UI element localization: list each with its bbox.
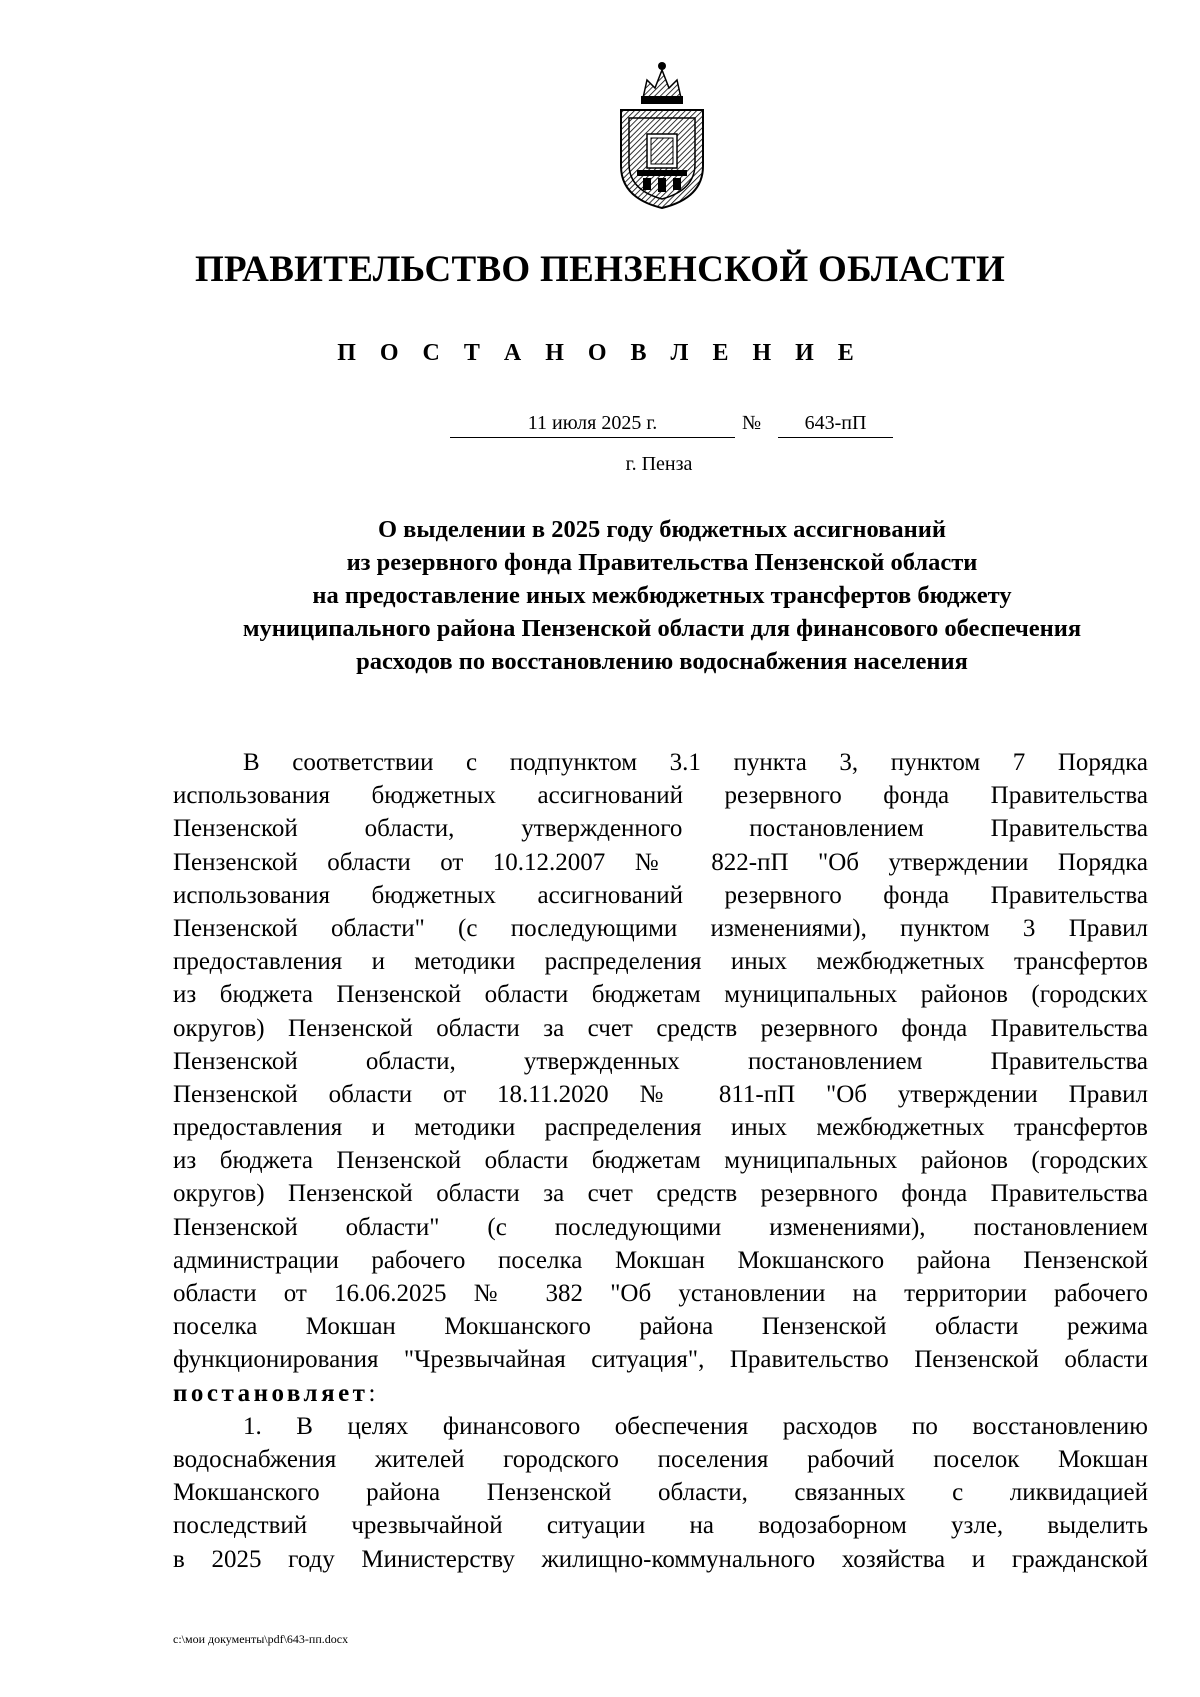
body-line: из бюджета Пензенской области бюджетам муниципальных районов (городских <box>173 1147 1148 1175</box>
body-line: 1. В целях финансового обеспечения расходов по восстановлению <box>243 1412 1148 1440</box>
footer-file-path: c:\мои документы\pdf\643-пп.docx <box>173 1632 349 1646</box>
body-line: Пензенской области, утвержденного постановлением Правительства <box>173 815 1148 843</box>
body-line: Мокшанского района Пензенской области, связанных с ликвидацией <box>173 1479 1148 1507</box>
body-line: области от 16.06.2025 № 382 "Об установлении на территории рабочего <box>173 1280 1148 1307</box>
body-line: округов) Пензенской области за счет средств резервного фонда Правительства <box>173 1014 1148 1042</box>
document-number: 643-пП <box>778 412 893 438</box>
document-subject <box>170 513 1154 678</box>
subject-line: расходов по восстановлению водоснабжения населения <box>356 648 968 675</box>
body-line: Пензенской области" (с последующими изменениями), постановлением <box>173 1213 1148 1241</box>
resolve-line <box>173 1377 1148 1410</box>
subject-line: муниципального района Пензенской области для финансового обеспечения <box>242 615 1082 642</box>
body-line: предоставления и методики распределения иных межбюджетных трансфертов <box>173 948 1148 976</box>
government-name: ПРАВИТЕЛЬСТВО ПЕНЗЕНСКОЙ ОБЛАСТИ <box>194 249 1006 290</box>
body-line: администрации рабочего поселка Мокшан Мокшанского района Пензенской <box>173 1246 1148 1274</box>
body-line: В соответствии с подпунктом 3.1 пункта 3, пунктом 7 Порядка <box>243 749 1148 776</box>
body-line: использования бюджетных ассигнований резервного фонда Правительства <box>173 881 1148 909</box>
document-type: П О С Т А Н О В Л Е Н И Е <box>337 340 863 366</box>
body-line: Пензенской области, утвержденных постановлением Правительства <box>173 1047 1148 1075</box>
subject-line: на предоставление иных межбюджетных трансфертов бюджету <box>312 582 1012 609</box>
body-line: последствий чрезвычайной ситуации на водозаборном узле, выделить <box>173 1512 1148 1540</box>
body-line: водоснабжения жителей городского поселения рабочий поселок Мокшан <box>173 1445 1148 1473</box>
subject-line: О выделении в 2025 году бюджетных ассигнований <box>378 516 946 543</box>
body-line: в 2025 году Министерству жилищно-коммунального хозяйства и гражданской <box>173 1545 1148 1573</box>
body-line: поселка Мокшан Мокшанского района Пензенской области режима <box>173 1313 1148 1341</box>
body-line: функционирования "Чрезвычайная ситуация", Правительство Пензенской области <box>173 1346 1148 1374</box>
body-line: Пензенской области" (с последующими изменениями), пунктом 3 Правил <box>173 914 1148 942</box>
resolve-word: постановляет <box>173 1379 369 1407</box>
city: г. Пенза <box>625 453 693 475</box>
document-body <box>173 746 1148 1576</box>
body-line: Пензенской области от 10.12.2007 № 822-пП "Об утверждении Порядка <box>173 848 1148 876</box>
subject-line: из резервного фонда Правительства Пензенской области <box>346 549 978 576</box>
document-date: 11 июля 2025 г. <box>450 412 735 438</box>
body-line: округов) Пензенской области за счет средств резервного фонда Правительства <box>173 1180 1148 1208</box>
number-sign: № <box>742 412 762 434</box>
body-line: использования бюджетных ассигнований резервного фонда Правительства <box>173 782 1148 810</box>
penza-coat-of-arms-icon <box>613 58 711 210</box>
body-line: предоставления и методики распределения иных межбюджетных трансфертов <box>173 1114 1148 1142</box>
body-line: из бюджета Пензенской области бюджетам муниципальных районов (городских <box>173 981 1148 1009</box>
body-line: Пензенской области от 18.11.2020 № 811-пП "Об утверждении Правил <box>173 1080 1148 1108</box>
resolve-colon: : <box>368 1379 376 1407</box>
